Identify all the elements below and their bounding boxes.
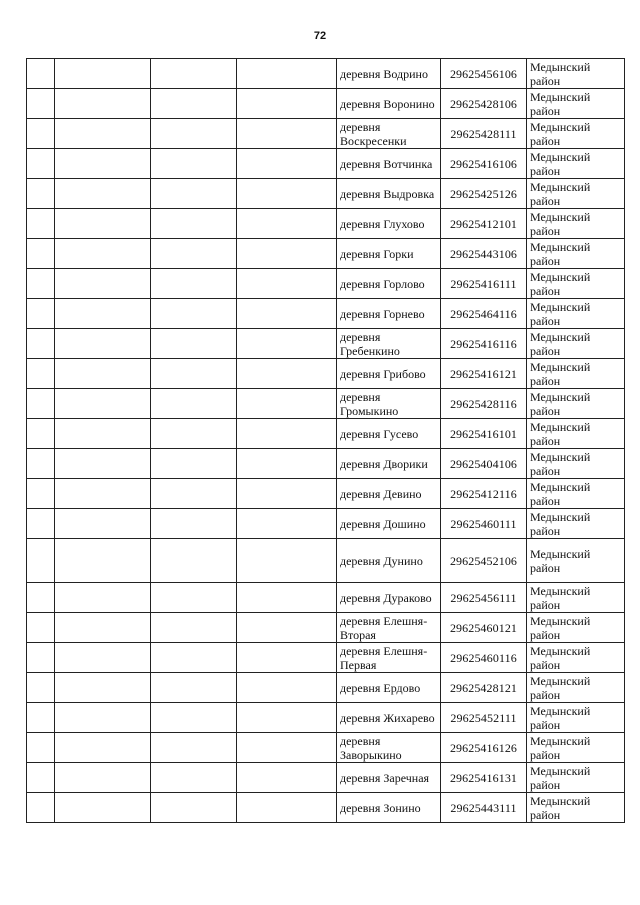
district-cell: Медынский район — [527, 703, 625, 733]
table-row — [27, 479, 625, 509]
empty-cell — [237, 419, 337, 449]
empty-cell — [27, 209, 55, 239]
empty-cell — [27, 59, 55, 89]
settlement-name-cell: деревня Зонино — [337, 793, 441, 823]
table-row — [27, 269, 625, 299]
empty-cell — [151, 449, 237, 479]
oktmo-code-cell: 29625412101 — [441, 209, 527, 239]
empty-cell — [55, 509, 151, 539]
table-row — [27, 703, 625, 733]
district-cell: Медынский район — [527, 479, 625, 509]
empty-cell — [237, 209, 337, 239]
district-cell: Медынский район — [527, 673, 625, 703]
district-cell: Медынский район — [527, 763, 625, 793]
table-row — [27, 733, 625, 763]
oktmo-code-cell: 29625428116 — [441, 389, 527, 419]
district-cell: Медынский район — [527, 89, 625, 119]
table-row — [27, 149, 625, 179]
empty-cell — [237, 733, 337, 763]
empty-cell — [237, 239, 337, 269]
settlement-name-cell: деревня Выдровка — [337, 179, 441, 209]
oktmo-code-cell: 29625456106 — [441, 59, 527, 89]
empty-cell — [151, 209, 237, 239]
empty-cell — [55, 59, 151, 89]
empty-cell — [27, 329, 55, 359]
empty-cell — [237, 269, 337, 299]
empty-cell — [27, 509, 55, 539]
settlement-name-cell: деревня Ердово — [337, 673, 441, 703]
table-row — [27, 209, 625, 239]
empty-cell — [237, 299, 337, 329]
district-cell: Медынский район — [527, 359, 625, 389]
empty-cell — [55, 673, 151, 703]
district-cell: Медынский район — [527, 119, 625, 149]
table-row — [27, 509, 625, 539]
empty-cell — [237, 583, 337, 613]
empty-cell — [27, 389, 55, 419]
empty-cell — [237, 539, 337, 583]
district-cell: Медынский район — [527, 299, 625, 329]
empty-cell — [55, 793, 151, 823]
oktmo-code-cell: 29625416111 — [441, 269, 527, 299]
empty-cell — [55, 179, 151, 209]
empty-cell — [237, 479, 337, 509]
empty-cell — [27, 119, 55, 149]
empty-cell — [55, 733, 151, 763]
oktmo-code-cell: 29625452106 — [441, 539, 527, 583]
empty-cell — [55, 89, 151, 119]
table-row — [27, 299, 625, 329]
district-cell: Медынский район — [527, 613, 625, 643]
table-row — [27, 643, 625, 673]
empty-cell — [27, 703, 55, 733]
empty-cell — [151, 583, 237, 613]
empty-cell — [237, 359, 337, 389]
oktmo-code-cell: 29625460116 — [441, 643, 527, 673]
settlement-name-cell: деревня Грибово — [337, 359, 441, 389]
settlement-name-cell: деревня Горки — [337, 239, 441, 269]
empty-cell — [27, 733, 55, 763]
settlement-name-cell: деревня Вотчинка — [337, 149, 441, 179]
district-cell: Медынский район — [527, 59, 625, 89]
settlement-name-cell: деревня Горнево — [337, 299, 441, 329]
district-cell: Медынский район — [527, 793, 625, 823]
table-row — [27, 539, 625, 583]
empty-cell — [27, 539, 55, 583]
oktmo-code-cell: 29625416116 — [441, 329, 527, 359]
empty-cell — [237, 149, 337, 179]
empty-cell — [151, 359, 237, 389]
settlement-name-cell: деревня Горлово — [337, 269, 441, 299]
empty-cell — [151, 643, 237, 673]
oktmo-code-cell: 29625416101 — [441, 419, 527, 449]
oktmo-code-cell: 29625443111 — [441, 793, 527, 823]
empty-cell — [151, 239, 237, 269]
empty-cell — [151, 793, 237, 823]
settlements-table — [26, 58, 625, 823]
table-row — [27, 239, 625, 269]
empty-cell — [27, 673, 55, 703]
empty-cell — [27, 643, 55, 673]
oktmo-code-cell: 29625456111 — [441, 583, 527, 613]
empty-cell — [237, 119, 337, 149]
empty-cell — [237, 179, 337, 209]
empty-cell — [237, 793, 337, 823]
oktmo-code-cell: 29625464116 — [441, 299, 527, 329]
oktmo-code-cell: 29625425126 — [441, 179, 527, 209]
empty-cell — [151, 733, 237, 763]
empty-cell — [151, 673, 237, 703]
oktmo-code-cell: 29625452111 — [441, 703, 527, 733]
empty-cell — [55, 419, 151, 449]
empty-cell — [151, 329, 237, 359]
oktmo-code-cell: 29625460111 — [441, 509, 527, 539]
oktmo-code-cell: 29625416131 — [441, 763, 527, 793]
settlement-name-cell: деревня Водрино — [337, 59, 441, 89]
empty-cell — [237, 763, 337, 793]
empty-cell — [55, 239, 151, 269]
empty-cell — [151, 149, 237, 179]
table-row — [27, 613, 625, 643]
empty-cell — [27, 613, 55, 643]
empty-cell — [55, 583, 151, 613]
empty-cell — [55, 763, 151, 793]
empty-cell — [55, 539, 151, 583]
oktmo-code-cell: 29625443106 — [441, 239, 527, 269]
empty-cell — [151, 703, 237, 733]
empty-cell — [55, 149, 151, 179]
empty-cell — [151, 509, 237, 539]
settlement-name-cell: деревня Дворики — [337, 449, 441, 479]
empty-cell — [151, 299, 237, 329]
settlement-name-cell: деревня Дураково — [337, 583, 441, 613]
empty-cell — [151, 479, 237, 509]
empty-cell — [55, 613, 151, 643]
empty-cell — [55, 329, 151, 359]
settlement-name-cell: деревня Жихарево — [337, 703, 441, 733]
empty-cell — [27, 419, 55, 449]
district-cell: Медынский район — [527, 179, 625, 209]
empty-cell — [237, 509, 337, 539]
empty-cell — [27, 449, 55, 479]
empty-cell — [27, 89, 55, 119]
table-row — [27, 119, 625, 149]
settlement-name-cell: деревня Елешня-Первая — [337, 643, 441, 673]
district-cell: Медынский район — [527, 329, 625, 359]
empty-cell — [55, 703, 151, 733]
empty-cell — [55, 119, 151, 149]
empty-cell — [55, 479, 151, 509]
settlement-name-cell: деревня Глухово — [337, 209, 441, 239]
district-cell: Медынский район — [527, 269, 625, 299]
settlement-name-cell: деревня Воронино — [337, 89, 441, 119]
empty-cell — [27, 149, 55, 179]
oktmo-code-cell: 29625416126 — [441, 733, 527, 763]
empty-cell — [27, 793, 55, 823]
settlement-name-cell: деревня Дошино — [337, 509, 441, 539]
table-row — [27, 793, 625, 823]
district-cell: Медынский район — [527, 539, 625, 583]
district-cell: Медынский район — [527, 583, 625, 613]
table-row — [27, 583, 625, 613]
empty-cell — [237, 329, 337, 359]
empty-cell — [237, 449, 337, 479]
district-cell: Медынский район — [527, 389, 625, 419]
settlement-name-cell: деревня Заворыкино — [337, 733, 441, 763]
settlement-name-cell: деревня Елешня-Вторая — [337, 613, 441, 643]
empty-cell — [27, 239, 55, 269]
empty-cell — [237, 613, 337, 643]
oktmo-code-cell: 29625416121 — [441, 359, 527, 389]
empty-cell — [237, 59, 337, 89]
empty-cell — [151, 179, 237, 209]
empty-cell — [55, 209, 151, 239]
oktmo-code-cell: 29625460121 — [441, 613, 527, 643]
table-row — [27, 419, 625, 449]
settlement-name-cell: деревня Заречная — [337, 763, 441, 793]
settlement-name-cell: деревня Гусево — [337, 419, 441, 449]
oktmo-code-cell: 29625428121 — [441, 673, 527, 703]
district-cell: Медынский район — [527, 209, 625, 239]
oktmo-code-cell: 29625416106 — [441, 149, 527, 179]
empty-cell — [27, 299, 55, 329]
district-cell: Медынский район — [527, 643, 625, 673]
oktmo-code-cell: 29625428106 — [441, 89, 527, 119]
empty-cell — [151, 389, 237, 419]
table-row — [27, 59, 625, 89]
settlement-name-cell: деревня Дунино — [337, 539, 441, 583]
table-row — [27, 673, 625, 703]
empty-cell — [55, 643, 151, 673]
table-row — [27, 763, 625, 793]
empty-cell — [27, 269, 55, 299]
empty-cell — [27, 583, 55, 613]
empty-cell — [151, 763, 237, 793]
empty-cell — [237, 643, 337, 673]
settlement-name-cell: деревня Громыкино — [337, 389, 441, 419]
table-row — [27, 89, 625, 119]
empty-cell — [55, 359, 151, 389]
district-cell: Медынский район — [527, 419, 625, 449]
table-row — [27, 329, 625, 359]
oktmo-code-cell: 29625412116 — [441, 479, 527, 509]
empty-cell — [237, 389, 337, 419]
table-row — [27, 449, 625, 479]
empty-cell — [237, 673, 337, 703]
empty-cell — [27, 179, 55, 209]
empty-cell — [55, 269, 151, 299]
empty-cell — [151, 419, 237, 449]
table-row — [27, 389, 625, 419]
settlement-name-cell: деревня Гребенкино — [337, 329, 441, 359]
oktmo-code-cell: 29625428111 — [441, 119, 527, 149]
empty-cell — [27, 479, 55, 509]
settlement-name-cell: деревня Девино — [337, 479, 441, 509]
empty-cell — [237, 89, 337, 119]
empty-cell — [27, 359, 55, 389]
empty-cell — [151, 539, 237, 583]
page-number: 72 — [313, 30, 327, 42]
empty-cell — [151, 269, 237, 299]
empty-cell — [151, 89, 237, 119]
empty-cell — [151, 613, 237, 643]
district-cell: Медынский район — [527, 509, 625, 539]
district-cell: Медынский район — [527, 149, 625, 179]
district-cell: Медынский район — [527, 449, 625, 479]
empty-cell — [27, 763, 55, 793]
table-row — [27, 359, 625, 389]
empty-cell — [151, 119, 237, 149]
empty-cell — [55, 299, 151, 329]
table-row — [27, 179, 625, 209]
district-cell: Медынский район — [527, 239, 625, 269]
empty-cell — [237, 703, 337, 733]
oktmo-code-cell: 29625404106 — [441, 449, 527, 479]
settlement-name-cell: деревня Воскресенки — [337, 119, 441, 149]
empty-cell — [151, 59, 237, 89]
empty-cell — [55, 449, 151, 479]
district-cell: Медынский район — [527, 733, 625, 763]
empty-cell — [55, 389, 151, 419]
